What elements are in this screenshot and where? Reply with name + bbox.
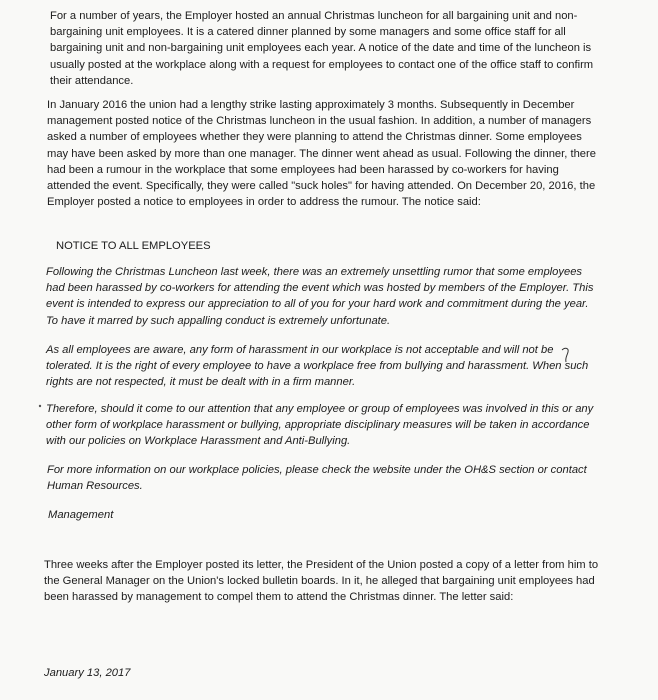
notice-paragraph-4: For more information on our workplace policies, please check the website under the OH&S section or contact Human Resources. bbox=[47, 464, 587, 493]
strike-paragraph: In January 2016 the union had a lengthy strike lasting approximately 3 months. Subsequently in December management posted notice of the Christmas luncheon in the usual fashion. In addition, a number of managers asked a number of employees whether they were planning to attend the Christmas dinner. Some employees may have been asked by more than one manager. The dinner went ahead as usual. Following the dinner, there had been a rumour in the workplace that some employees had been harassed by co-workers for having attended the event. Specifically, they were called "suck holes" for having attended. On December 20, 2016, the Employer posted a notice to employees in order to address the rumour. The notice said: bbox=[47, 99, 596, 209]
notice-signature: Management bbox=[48, 509, 114, 521]
followup-paragraph: Three weeks after the Employer posted its letter, the President of the Union posted a copy of a letter from him to the General Manager on the Union's locked bulletin boards. In it, he alleged that bargaining unit employees had been harassed by management to compel them to attend the Christmas dinner. The letter said: bbox=[44, 559, 599, 604]
pen-mark-icon bbox=[560, 346, 574, 364]
stray-dot-icon bbox=[38, 404, 42, 408]
notice-heading: NOTICE TO ALL EMPLOYEES bbox=[56, 240, 211, 252]
notice-paragraph-2: As all employees are aware, any form of harassment in our workplace is not acceptable and will not be tolerated. It is the right of every employee to have a workplace free from bullying and harassment. When such rights are not respected, it must be dealt with in a firm manner. bbox=[46, 344, 589, 389]
intro-paragraph: For a number of years, the Employer hosted an annual Christmas luncheon for all bargaining unit and non-bargaining unit employees. It is a catered dinner planned by some managers and some office staff for all bargaining unit and non-bargaining unit employees each year. A notice of the date and time of the luncheon is usually posted at the workplace along with a request for employees to contact one of the office staff to confirm their attendance. bbox=[50, 10, 594, 87]
notice-paragraph-3: Therefore, should it come to our attention that any employee or group of employees was involved in this or any other form of workplace harassment or bullying, appropriate disciplinary measures will be taken in accordance with our policies on Workplace Harassment and Anti-Bullying. bbox=[46, 403, 594, 448]
letter-date: January 13, 2017 bbox=[44, 667, 131, 679]
notice-paragraph-1: Following the Christmas Luncheon last week, there was an extremely unsettling rumor that some employees had been harassed by co-workers for attending the event which was hosted by members of the Employer. This event is intended to express our appreciation to all of you for your hard work and commitment during the year. To have it marred by such appalling conduct is extremely unfortunate. bbox=[46, 266, 594, 327]
